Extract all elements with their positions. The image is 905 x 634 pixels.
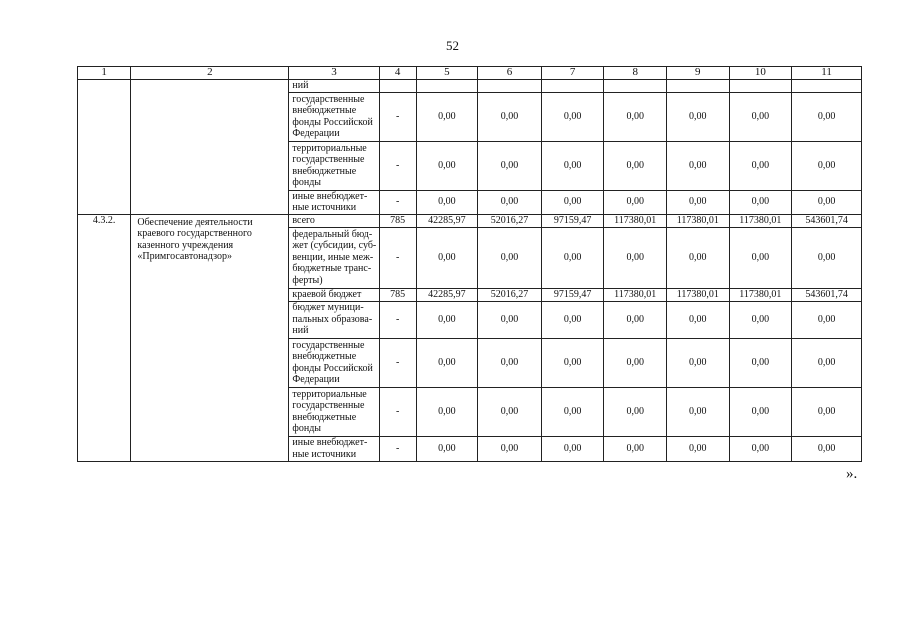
- value-cell: 0,00: [604, 227, 667, 288]
- value-cell: 0,00: [416, 227, 478, 288]
- value-cell: 0,00: [541, 141, 604, 190]
- value-cell: 0,00: [478, 301, 542, 338]
- column-number: 11: [792, 67, 862, 80]
- value-cell: 117380,01: [666, 288, 729, 301]
- funding-source: иные внебюджет-ные источники: [289, 436, 379, 461]
- value-cell: 0,00: [792, 338, 862, 387]
- value-cell: 0,00: [541, 92, 604, 141]
- value-cell: 0,00: [478, 92, 542, 141]
- value-cell: 0,00: [729, 301, 792, 338]
- funding-source: территориальные государственные внебюджетные фонды: [289, 141, 379, 190]
- closing-quote-mark: ».: [846, 466, 858, 482]
- table-row: [78, 80, 862, 93]
- value-cell: 0,00: [792, 227, 862, 288]
- funding-source: краевой бюджет: [289, 288, 379, 301]
- budget-code: 785: [379, 288, 416, 301]
- value-cell: 0,00: [729, 92, 792, 141]
- value-cell: 0,00: [792, 436, 862, 461]
- value-cell: 0,00: [666, 338, 729, 387]
- column-number: 4: [379, 67, 416, 80]
- value-cell: 0,00: [729, 387, 792, 436]
- column-number: 1: [78, 67, 131, 80]
- value-cell: 0,00: [604, 190, 667, 214]
- value-cell: 0,00: [729, 190, 792, 214]
- value-cell: 0,00: [666, 301, 729, 338]
- value-cell: 117380,01: [604, 214, 667, 227]
- funding-source: государственные внебюджетные фонды Российской Федерации: [289, 92, 379, 141]
- value-cell: 0,00: [792, 141, 862, 190]
- value-cell: 0,00: [541, 338, 604, 387]
- item-number-cell: [78, 80, 131, 215]
- value-cell: 117380,01: [729, 288, 792, 301]
- column-number: 3: [289, 67, 379, 80]
- column-number: 7: [541, 67, 604, 80]
- value-cell: 0,00: [729, 227, 792, 288]
- funding-source: иные внебюджет-ные источники: [289, 190, 379, 214]
- value-cell: 0,00: [416, 190, 478, 214]
- value-cell: 0,00: [666, 92, 729, 141]
- value-cell: [478, 80, 542, 93]
- value-cell: 0,00: [604, 338, 667, 387]
- column-number: 9: [666, 67, 729, 80]
- value-cell: 0,00: [541, 387, 604, 436]
- funding-source: бюджет муници-пальных образова-ний: [289, 301, 379, 338]
- page-number: 52: [446, 38, 459, 53]
- value-cell: 117380,01: [666, 214, 729, 227]
- table-row: [78, 214, 862, 227]
- value-cell: 0,00: [666, 387, 729, 436]
- value-cell: 0,00: [541, 227, 604, 288]
- column-number: 8: [604, 67, 667, 80]
- value-cell: 0,00: [604, 387, 667, 436]
- budget-table: [77, 66, 862, 462]
- budget-code: -: [379, 436, 416, 461]
- budget-code: 785: [379, 214, 416, 227]
- value-cell: [729, 80, 792, 93]
- value-cell: 0,00: [478, 141, 542, 190]
- budget-code: -: [379, 338, 416, 387]
- value-cell: [792, 80, 862, 93]
- value-cell: 0,00: [416, 92, 478, 141]
- value-cell: 0,00: [604, 141, 667, 190]
- budget-code: -: [379, 141, 416, 190]
- value-cell: 0,00: [729, 436, 792, 461]
- value-cell: 0,00: [478, 436, 542, 461]
- column-number: 6: [478, 67, 542, 80]
- value-cell: 0,00: [416, 338, 478, 387]
- value-cell: 42285,97: [416, 214, 478, 227]
- value-cell: 0,00: [478, 338, 542, 387]
- value-cell: 52016,27: [478, 214, 542, 227]
- item-name-cell: Обеспечение деятельности краевого государственного казенного учреждения «Примгосавтонадзор»: [131, 214, 289, 461]
- value-cell: 0,00: [416, 301, 478, 338]
- budget-code: [379, 80, 416, 93]
- budget-code: -: [379, 301, 416, 338]
- value-cell: 543601,74: [792, 214, 862, 227]
- value-cell: 0,00: [729, 338, 792, 387]
- value-cell: 0,00: [416, 436, 478, 461]
- value-cell: 0,00: [792, 301, 862, 338]
- value-cell: 0,00: [729, 141, 792, 190]
- funding-source: ний: [289, 80, 379, 93]
- value-cell: [416, 80, 478, 93]
- budget-code: -: [379, 387, 416, 436]
- budget-code: -: [379, 190, 416, 214]
- value-cell: 0,00: [478, 387, 542, 436]
- value-cell: 0,00: [478, 190, 542, 214]
- item-name-cell: [131, 80, 289, 215]
- budget-code: -: [379, 227, 416, 288]
- value-cell: [604, 80, 667, 93]
- value-cell: 0,00: [792, 92, 862, 141]
- value-cell: 52016,27: [478, 288, 542, 301]
- value-cell: 0,00: [541, 436, 604, 461]
- value-cell: 0,00: [541, 190, 604, 214]
- value-cell: 0,00: [666, 227, 729, 288]
- column-number: 2: [131, 67, 289, 80]
- value-cell: 0,00: [666, 190, 729, 214]
- value-cell: 42285,97: [416, 288, 478, 301]
- value-cell: 117380,01: [729, 214, 792, 227]
- value-cell: 0,00: [604, 436, 667, 461]
- value-cell: 0,00: [604, 92, 667, 141]
- column-number-row: [78, 67, 862, 80]
- value-cell: [541, 80, 604, 93]
- column-number: 10: [729, 67, 792, 80]
- column-number: 5: [416, 67, 478, 80]
- item-number-cell: 4.3.2.: [78, 214, 131, 461]
- value-cell: 0,00: [666, 141, 729, 190]
- funding-source: всего: [289, 214, 379, 227]
- value-cell: 543601,74: [792, 288, 862, 301]
- value-cell: 117380,01: [604, 288, 667, 301]
- funding-source: государственные внебюджетные фонды Российской Федерации: [289, 338, 379, 387]
- value-cell: 0,00: [666, 436, 729, 461]
- funding-source: федеральный бюд-жет (субсидии, суб-венции, иные меж-бюджетные транс-ферты): [289, 227, 379, 288]
- value-cell: 0,00: [792, 190, 862, 214]
- value-cell: 0,00: [416, 387, 478, 436]
- value-cell: 97159,47: [541, 214, 604, 227]
- value-cell: 0,00: [478, 227, 542, 288]
- value-cell: 0,00: [792, 387, 862, 436]
- funding-source: территориальные государственные внебюджетные фонды: [289, 387, 379, 436]
- value-cell: 0,00: [541, 301, 604, 338]
- value-cell: 97159,47: [541, 288, 604, 301]
- value-cell: 0,00: [604, 301, 667, 338]
- budget-code: -: [379, 92, 416, 141]
- value-cell: 0,00: [416, 141, 478, 190]
- value-cell: [666, 80, 729, 93]
